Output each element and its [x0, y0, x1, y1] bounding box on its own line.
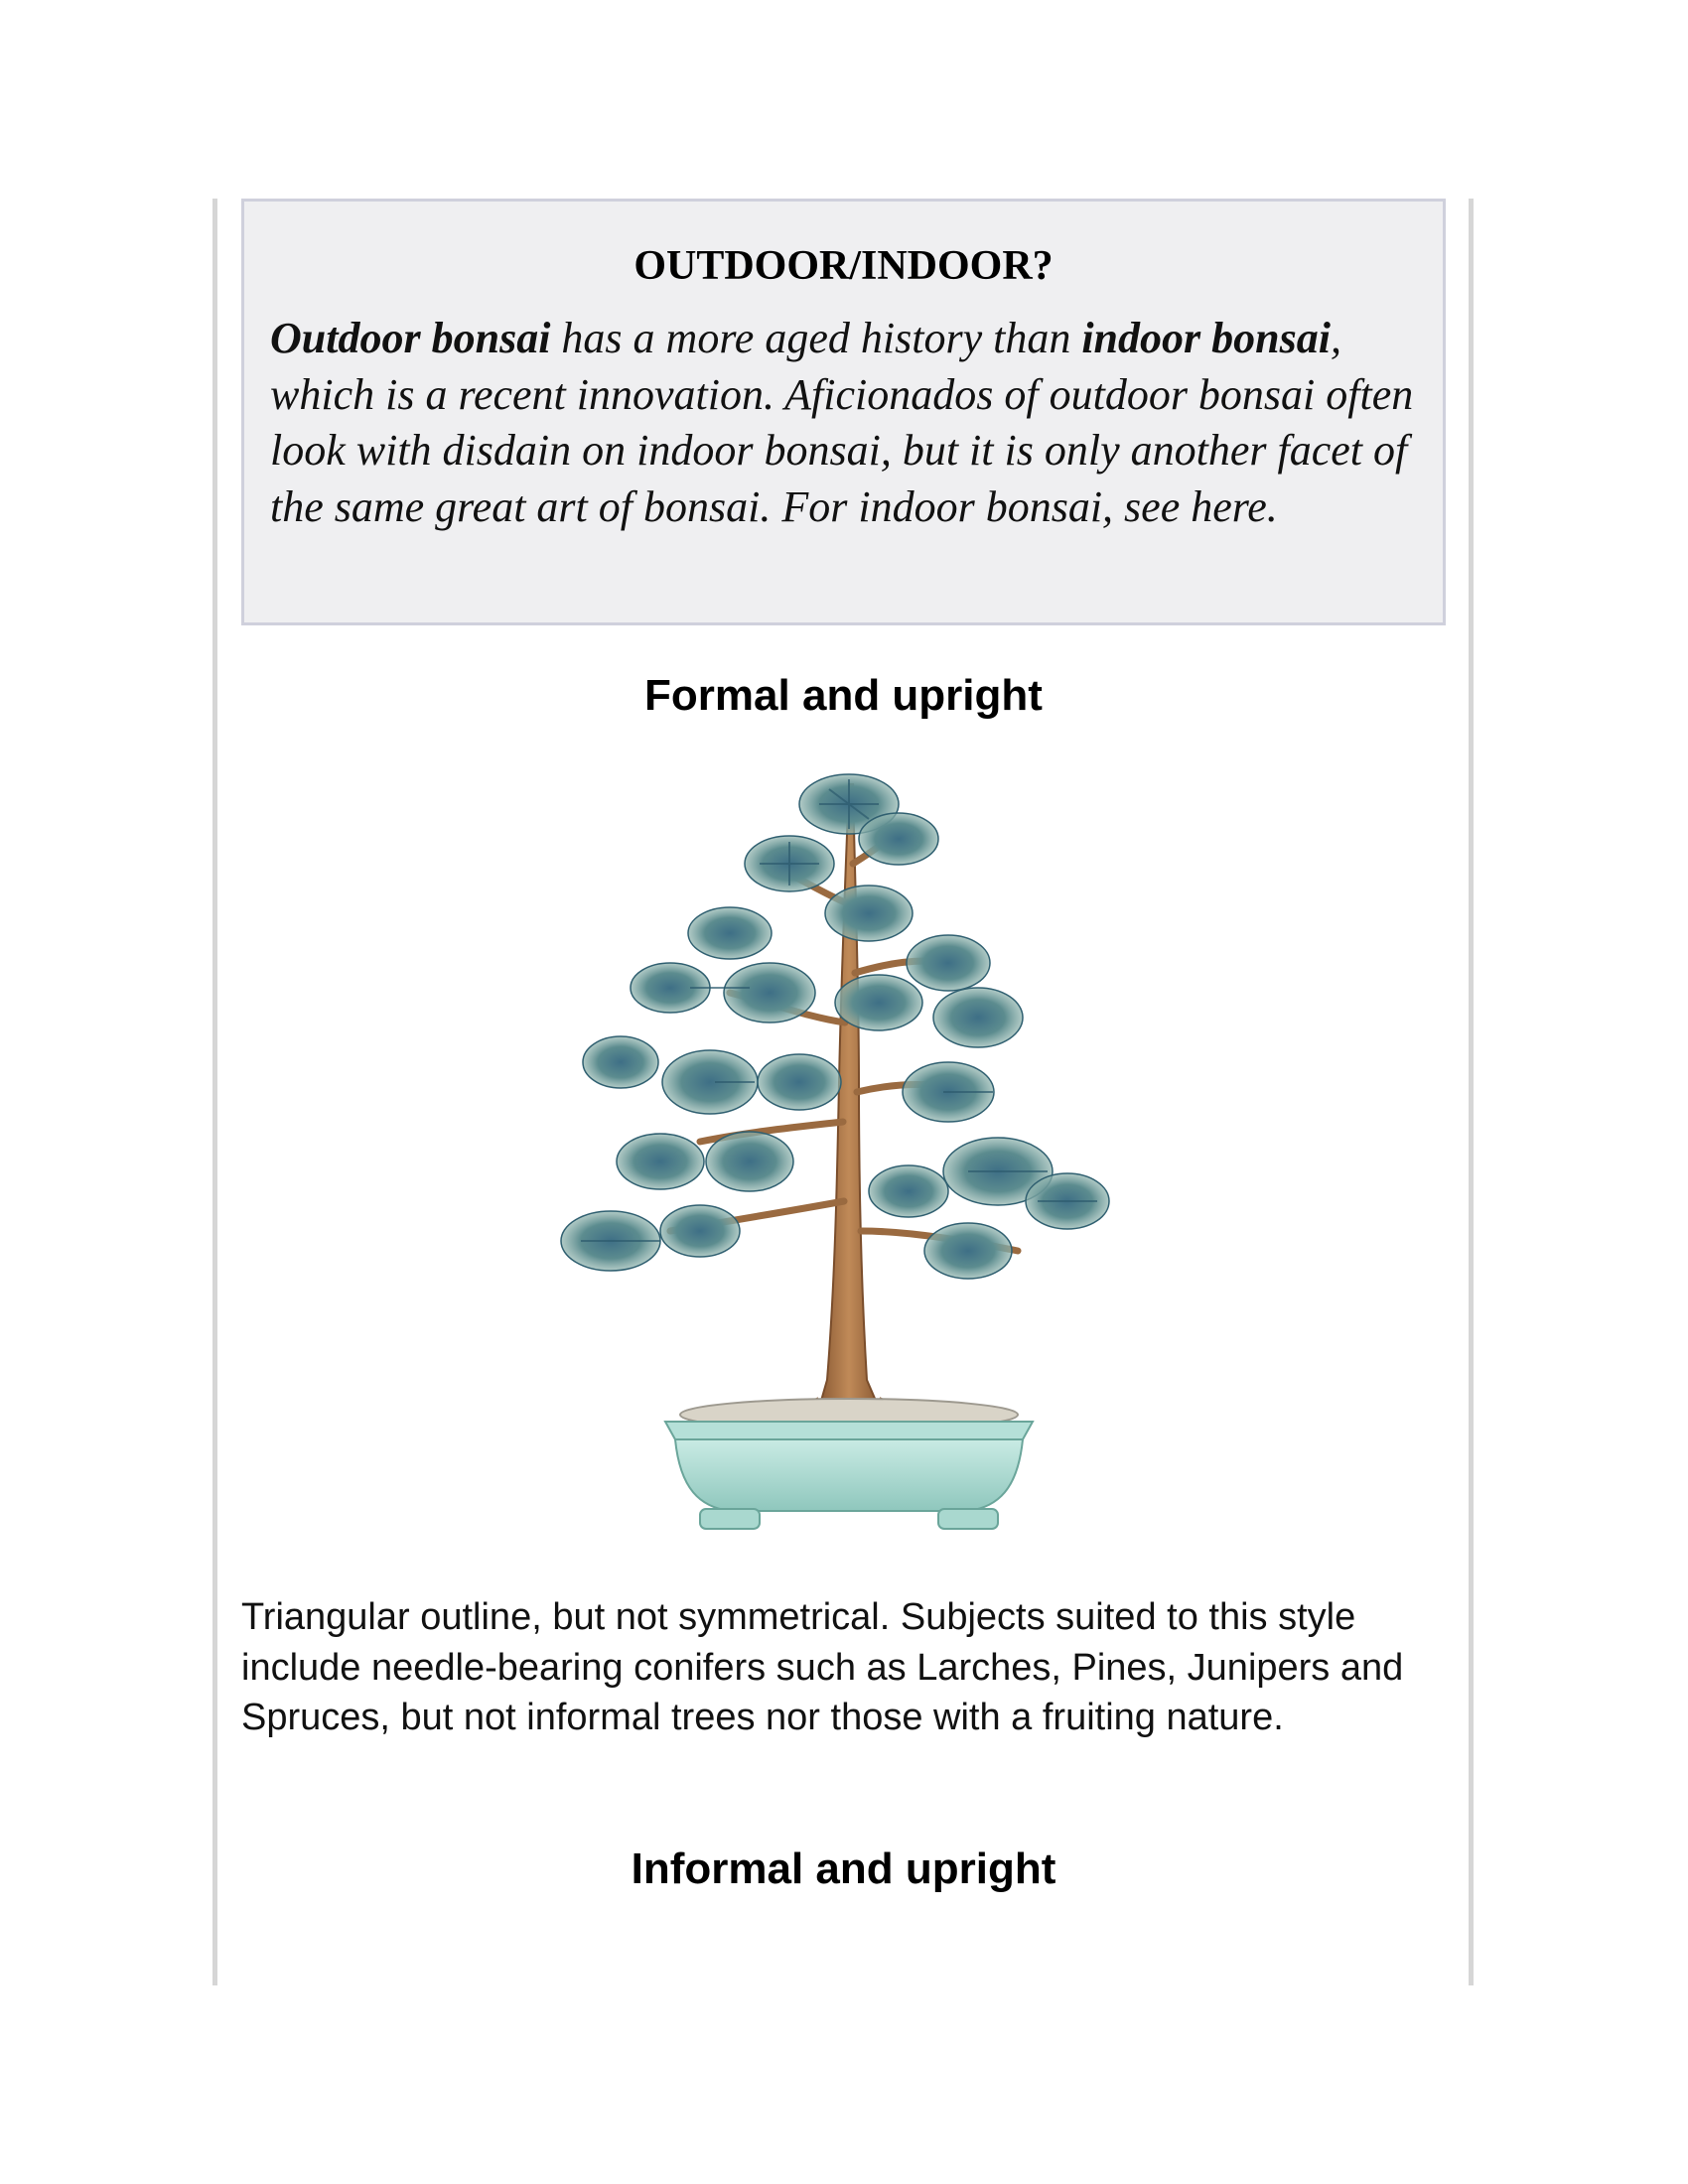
section-title-formal-upright: Formal and upright — [644, 671, 1043, 720]
callout-bold-outdoor: Outdoor bonsai — [270, 314, 551, 362]
formal-upright-bonsai-illustration — [551, 764, 1137, 1559]
right-border-rule — [1469, 199, 1474, 1985]
callout-bold-indoor: indoor bonsai — [1081, 314, 1331, 362]
left-border-rule — [212, 199, 217, 1985]
outdoor-indoor-callout — [241, 199, 1446, 625]
main-content — [241, 199, 1446, 1893]
section-title-informal-upright: Informal and upright — [631, 1844, 1056, 1893]
callout-title: OUTDOOR/INDOOR? — [633, 243, 1054, 289]
callout-text — [270, 311, 1417, 535]
callout-text-part-1: has a more aged history than — [550, 314, 1082, 362]
section-description-formal-upright: Triangular outline, but not symmetrical. Subjects suited to this style include needle-bearing conifers such as Larches, Pines, Junipers and Spruces, but not informal trees nor those with a fruiting nature. — [241, 1596, 1404, 1738]
callout-text-part-2: , which is a recent innovation. Aficionados of outdoor bonsai often look with disdain on indoor bonsai, but it is only another facet of the same great art of bonsai. For indoor bonsai, see here. — [270, 314, 1414, 531]
